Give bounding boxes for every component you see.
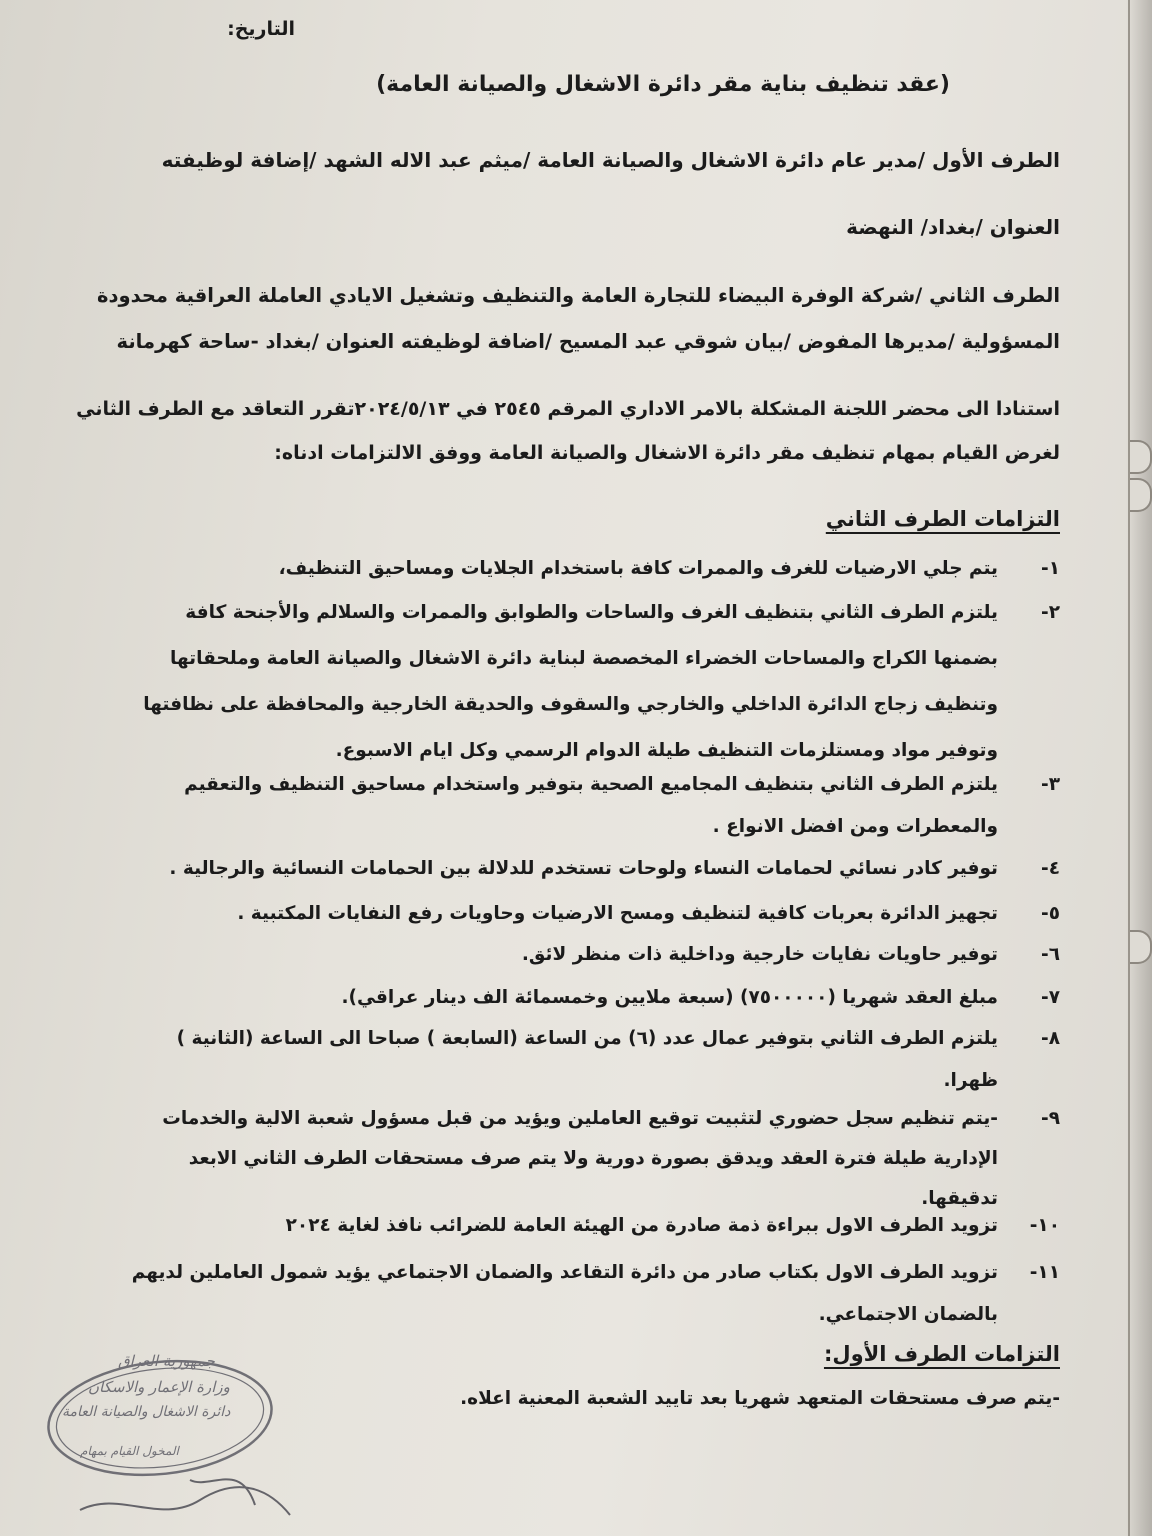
- official-stamp: [40, 1340, 320, 1530]
- date-label: التاريخ:: [227, 18, 295, 40]
- page-edge-line: [1128, 0, 1130, 1536]
- second-party-line-2: المسؤولية /مديرها المفوض /بيان شوقي عبد المسيح /اضافة لوظيفته العنوان /بغداد -ساحة كهرمانة: [116, 330, 1060, 353]
- obligation-text: والمعطرات ومن افضل الانواع .: [712, 816, 998, 837]
- obligation-number: ٢-: [1041, 602, 1060, 623]
- second-party-obligations-heading: التزامات الطرف الثاني: [825, 507, 1060, 531]
- obligation-number: ٥-: [1041, 903, 1060, 924]
- obligation-text: توفير حاويات نفايات خارجية وداخلية ذات منظر لائق.: [521, 944, 998, 965]
- obligation-text: الإدارية طيلة فترة العقد ويدقق بصورة دورية ولا يتم صرف مستحقات الطرف الثاني الابعد: [188, 1148, 998, 1169]
- obligation-number: ٧-: [1041, 987, 1060, 1008]
- obligation-text: وتوفير مواد ومستلزمات التنظيف طيلة الدوام الرسمي وكل ايام الاسبوع.: [335, 740, 998, 761]
- obligation-text: تجهيز الدائرة بعربات كافية لتنظيف ومسح الارضيات وحاويات رفع النفايات المكتبية .: [237, 903, 998, 924]
- obligation-text: يلتزم الطرف الثاني بتنظيف المجاميع الصحية بتوفير واستخدام مساحيق التنظيف والتعقيم: [184, 774, 998, 795]
- obligation-line: [60, 558, 1060, 579]
- preamble-line-1: استنادا الى محضر اللجنة المشكلة بالامر الاداري المرقم ٢٥٤٥ في ٢٠٢٤/٥/١٣تقرر التعاقد مع الطرف الثاني: [76, 398, 1060, 420]
- obligation-line: [60, 1148, 1060, 1169]
- obligation-line: [60, 1070, 1060, 1091]
- obligation-text: وتنظيف زجاج الدائرة الداخلي والخارجي والسقوف والحديقة الخارجية والمحافظة على نظافتها: [143, 694, 998, 715]
- obligation-line: [60, 602, 1060, 623]
- first-party-address: العنوان /بغداد/ النهضة: [846, 215, 1060, 239]
- obligation-line: [60, 1304, 1060, 1325]
- second-party-line-1: الطرف الثاني /شركة الوفرة البيضاء للتجارة العامة والتنظيف وتشغيل الايادي العاملة العراقية محدودة: [96, 284, 1060, 307]
- obligation-line: [60, 1188, 1060, 1209]
- stamp-line-1: جمهورية العراق: [118, 1352, 215, 1370]
- preamble-line-2: لغرض القيام بمهام تنظيف مقر دائرة الاشغال والصيانة العامة ووفق الالتزامات ادناه:: [274, 442, 1060, 464]
- obligation-line: [60, 1028, 1060, 1049]
- obligation-line: [60, 774, 1060, 795]
- obligation-line: [60, 694, 1060, 715]
- binder-hole: [1130, 478, 1152, 512]
- obligation-line: [60, 1215, 1060, 1236]
- stamp-line-2: وزارة الإعمار والاسكان: [88, 1378, 230, 1396]
- obligation-text: -يتم تنظيم سجل حضوري لتثبيت توقيع العاملين ويؤيد من قبل مسؤول شعبة الالية والخدمات: [162, 1108, 998, 1129]
- obligation-text: تدقيقها.: [921, 1188, 998, 1209]
- first-party-obligations-heading: التزامات الطرف الأول:: [823, 1342, 1060, 1366]
- document-title: (عقد تنظيف بناية مقر دائرة الاشغال والصيانة العامة): [376, 72, 950, 97]
- obligation-number: ١١-: [1029, 1262, 1060, 1283]
- obligation-number: ١٠-: [1029, 1215, 1060, 1236]
- obligation-number: ٣-: [1041, 774, 1060, 795]
- stamp-line-4: المخول القيام بمهام: [80, 1444, 179, 1458]
- obligation-number: ٦-: [1041, 944, 1060, 965]
- obligation-line: [60, 944, 1060, 965]
- obligation-number: ٨-: [1041, 1028, 1060, 1049]
- obligation-line: [60, 858, 1060, 879]
- obligation-line: [60, 903, 1060, 924]
- obligation-line: [60, 987, 1060, 1008]
- obligation-text: تزويد الطرف الاول بكتاب صادر من دائرة التقاعد والضمان الاجتماعي يؤيد شمول العاملين لديهم: [131, 1262, 998, 1283]
- obligation-number: ١-: [1041, 558, 1060, 579]
- first-party-obligation: -يتم صرف مستحقات المتعهد شهريا بعد تاييد الشعبة المعنية اعلاه.: [460, 1388, 1060, 1409]
- obligation-line: [60, 740, 1060, 761]
- binder-hole: [1130, 930, 1152, 964]
- stamp-line-3: دائرة الاشغال والصيانة العامة: [62, 1404, 231, 1420]
- obligation-line: [60, 648, 1060, 669]
- obligation-text: بضمنها الكراج والمساحات الخضراء المخصصة لبناية دائرة الاشغال والصيانة العامة وملحقاتها: [170, 648, 998, 669]
- obligation-line: [60, 1108, 1060, 1129]
- obligation-line: [60, 816, 1060, 837]
- obligation-text: تزويد الطرف الاول ببراءة ذمة صادرة من الهيئة العامة للضرائب نافذ لغاية ٢٠٢٤: [285, 1215, 998, 1236]
- obligation-line: [60, 1262, 1060, 1283]
- obligation-text: ظهرا.: [943, 1070, 998, 1091]
- obligation-text: بالضمان الاجتماعي.: [818, 1304, 998, 1325]
- obligation-text: توفير كادر نسائي لحمامات النساء ولوحات تستخدم للدلالة بين الحمامات النسائية والرجالية .: [169, 858, 998, 879]
- first-party: الطرف الأول /مدير عام دائرة الاشغال والصيانة العامة /ميثم عبد الاله الشهد /إضافة لوظيفته: [161, 148, 1060, 172]
- obligation-text: يلتزم الطرف الثاني بتوفير عمال عدد (٦) من الساعة (السابعة ) صباحا الى الساعة (الثانية ): [176, 1028, 998, 1049]
- obligation-text: يتم جلي الارضيات للغرف والممرات كافة باستخدام الجلايات ومساحيق التنظيف،: [278, 558, 998, 579]
- contract-document: [60, 10, 1060, 1520]
- obligation-text: يلتزم الطرف الثاني بتنظيف الغرف والساحات والطوابق والممرات والسلالم والأجنحة كافة: [185, 602, 998, 623]
- binder-hole: [1130, 440, 1152, 474]
- obligation-number: ٤-: [1041, 858, 1060, 879]
- obligation-number: ٩-: [1041, 1108, 1060, 1129]
- obligation-text: مبلغ العقد شهريا (٧٥٠٠٠٠٠) (سبعة ملايين وخمسمائة الف دينار عراقي).: [341, 987, 998, 1008]
